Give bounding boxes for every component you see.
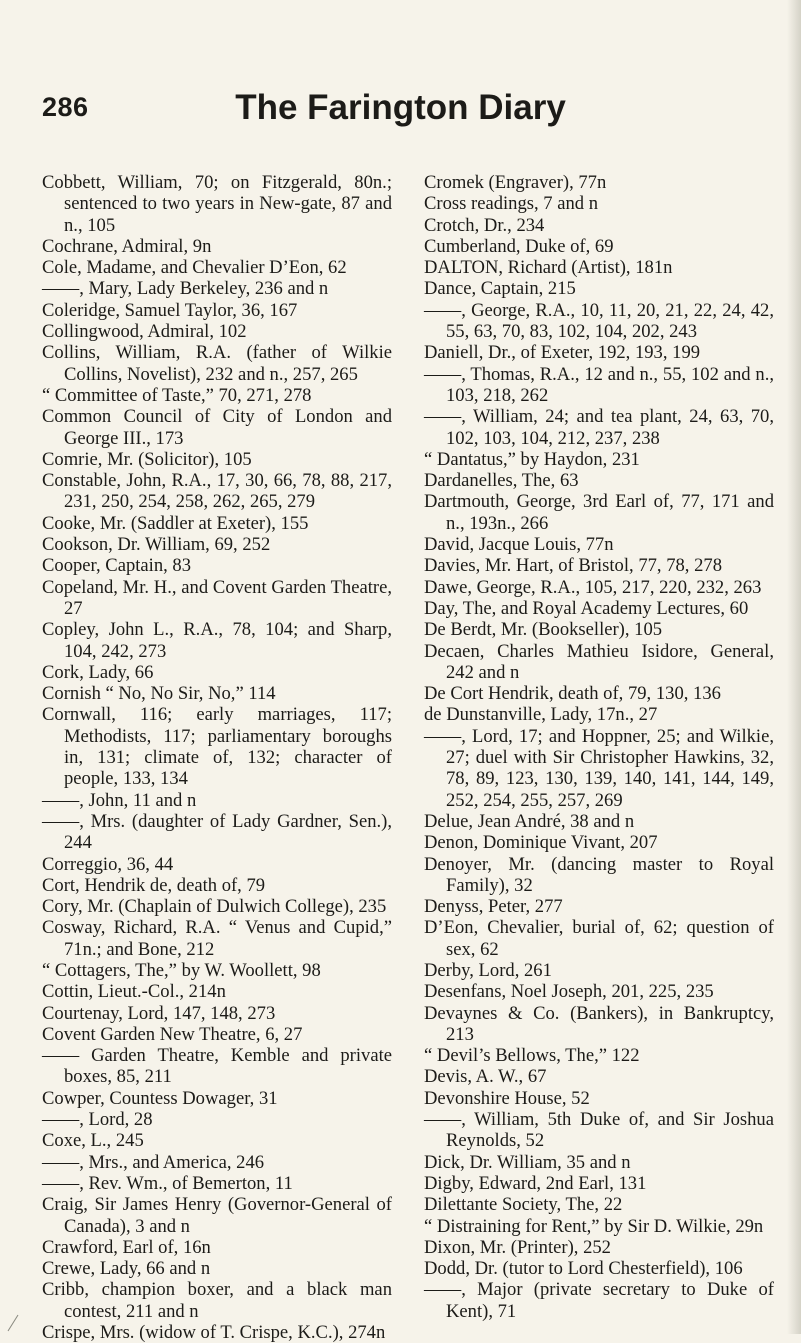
index-entry: Daniell, Dr., of Exeter, 192, 193, 199 [424,342,701,364]
index-entry: D’Eon, Chevalier, burial of, 62; question of sex, 62 [424,917,774,960]
index-entry: Cooper, Captain, 83 [42,555,192,577]
index-column-right [424,172,774,1322]
index-entry: Denon, Dominique Vivant, 207 [424,832,658,854]
index-entry: Desenfans, Noel Joseph, 201, 225, 235 [424,981,714,1003]
index-entry: ——, Mrs. (daughter of Lady Gardner, Sen.), 244 [42,810,392,854]
index-entry: De Cort Hendrik, death of, 79, 130, 136 [424,683,721,705]
index-entry: Cosway, Richard, R.A. “ Venus and Cupid,” 71n.; and Bone, 212 [42,917,392,960]
index-column-left [42,172,392,1343]
index-entry: Comrie, Mr. (Solicitor), 105 [42,448,252,470]
page-edge-shadow [787,0,801,1334]
pencil-mark [6,1312,24,1332]
index-entry: Cornish “ No, No Sir, No,” 114 [42,683,276,705]
index-entry: Devis, A. W., 67 [424,1066,547,1088]
index-entry: Devaynes & Co. (Bankers), in Bankruptcy, 213 [424,1002,774,1045]
index-entry: Dartmouth, George, 3rd Earl of, 77, 171 and n., 193n., 266 [424,491,774,534]
index-entry: Cookson, Dr. William, 69, 252 [42,534,271,556]
index-entry: Dixon, Mr. (Printer), 252 [424,1236,611,1258]
index-entry: ——, Mary, Lady Berkeley, 236 and n [42,278,329,300]
index-entry: “ Cottagers, The,” by W. Woollett, 98 [42,959,321,981]
index-entry: Coleridge, Samuel Taylor, 36, 167 [42,299,298,321]
index-entry: Coxe, L., 245 [42,1130,144,1152]
index-entry: ——, John, 11 and n [42,789,197,811]
running-title: The Farington Diary [235,88,566,127]
index-entry: Cooke, Mr. (Saddler at Exeter), 155 [42,512,309,534]
index-entry: Denyss, Peter, 277 [424,896,563,918]
index-entry: Derby, Lord, 261 [424,959,552,981]
index-entry: Common Council of City of London and George III., 173 [42,406,392,449]
index-entry: ——, Lord, 17; and Hoppner, 25; and Wilkie, 27; duel with Sir Christopher Hawkins, 32, 78, 89, 123, 130, 139, 140, 141, 144, 149, 252, 254, 255, 257, 269 [424,725,774,811]
index-entry: Cory, Mr. (Chaplain of Dulwich College), 235 [42,896,387,918]
index-entry: De Berdt, Mr. (Bookseller), 105 [424,619,663,641]
index-entry: Denoyer, Mr. (dancing master to Royal Family), 32 [424,853,774,896]
index-entry: Cromek (Engraver), 77n [424,172,607,193]
index-entry: de Dunstanville, Lady, 17n., 27 [424,704,658,726]
index-entry: Cottin, Lieut.-Col., 214n [42,981,226,1003]
index-entry: Crawford, Earl of, 16n [42,1236,211,1258]
index-entry: Correggio, 36, 44 [42,853,174,875]
index-entry: Day, The, and Royal Academy Lectures, 60 [424,597,749,619]
index-entry: Cowper, Countess Dowager, 31 [42,1087,278,1109]
index-entry: “ Distraining for Rent,” by Sir D. Wilkie, 29n [424,1215,764,1237]
index-entry: Covent Garden New Theatre, 6, 27 [42,1023,303,1045]
index-entry: Decaen, Charles Mathieu Isidore, General, 242 and n [424,640,774,683]
index-entry: Dodd, Dr. (tutor to Lord Chesterfield), 106 [424,1258,743,1280]
index-entry: ——, Thomas, R.A., 12 and n., 55, 102 and n., 103, 218, 262 [424,363,774,406]
index-entry: Cornwall, 116; early marriages, 117; Methodists, 117; parliamentary boroughs in, 131; climate of, 132; character of people, 133, 134 [42,704,392,790]
index-entry: Dick, Dr. William, 35 and n [424,1151,631,1173]
index-entry: Cort, Hendrik de, death of, 79 [42,874,266,896]
index-entry: ——, William, 5th Duke of, and Sir Joshua Reynolds, 52 [424,1109,774,1152]
index-entry: ——, Major (private secretary to Duke of Kent), 71 [424,1279,774,1322]
index-entry: ——, Mrs., and America, 246 [42,1151,265,1173]
index-entry: ——, Lord, 28 [42,1109,153,1131]
index-entry: Copeland, Mr. H., and Covent Garden Theatre, 27 [42,576,392,619]
index-entry: Delue, Jean André, 38 and n [424,810,635,832]
index-entry: ——, Rev. Wm., of Bemerton, 11 [42,1172,293,1194]
page-header [0,88,801,138]
index-entry: Digby, Edward, 2nd Earl, 131 [424,1172,647,1194]
index-entry: Cole, Madame, and Chevalier D’Eon, 62 [42,257,347,279]
index-entry: —— Garden Theatre, Kemble and private boxes, 85, 211 [42,1045,392,1088]
index-entry: Davies, Mr. Hart, of Bristol, 77, 78, 278 [424,555,722,577]
index-entry: Cork, Lady, 66 [42,661,154,683]
index-entry: “ Dantatus,” by Haydon, 231 [424,448,640,470]
index-entry: Collins, William, R.A. (father of Wilkie Collins, Novelist), 232 and n., 257, 265 [42,342,392,385]
index-entry: Cochrane, Admiral, 9n [42,235,212,257]
index-entry: “ Committee of Taste,” 70, 271, 278 [42,384,312,406]
index-entry: Devonshire House, 52 [424,1087,590,1109]
index-entry: Dawe, George, R.A., 105, 217, 220, 232, 263 [424,576,762,598]
index-entry: Crotch, Dr., 234 [424,214,545,236]
index-entry: Cribb, champion boxer, and a black man contest, 211 and n [42,1279,392,1322]
index-entry: Cumberland, Duke of, 69 [424,235,614,257]
index-entry: Dilettante Society, The, 22 [424,1194,623,1216]
index-entry: Crewe, Lady, 66 and n [42,1258,211,1280]
index-entry: DALTON, Richard (Artist), 181n [424,257,673,279]
index-entry: ——, William, 24; and tea plant, 24, 63, 70, 102, 103, 104, 212, 237, 238 [424,406,774,449]
index-entry: Copley, John L., R.A., 78, 104; and Sharp, 104, 242, 273 [42,619,392,662]
index-entry: Crispe, Mrs. (widow of T. Crispe, K.C.), 274n [42,1322,386,1343]
index-entry: “ Devil’s Bellows, The,” 122 [424,1045,640,1067]
index-entry: Constable, John, R.A., 17, 30, 66, 78, 88, 217, 231, 250, 254, 258, 262, 265, 279 [42,470,392,513]
index-entry: Dance, Captain, 215 [424,278,576,300]
index-entry: Cobbett, William, 70; on Fitzgerald, 80n.; sentenced to two years in New-gate, 87 and n., 105 [42,172,392,236]
index-entry: Craig, Sir James Henry (Governor-General of Canada), 3 and n [42,1194,392,1237]
index-entry: Cross readings, 7 and n [424,193,599,215]
index-entry: Courtenay, Lord, 147, 148, 273 [42,1002,276,1024]
page-number: 286 [42,92,89,122]
index-entry: Dardanelles, The, 63 [424,470,579,492]
index-entry: Collingwood, Admiral, 102 [42,321,247,343]
index-entry: ——, George, R.A., 10, 11, 20, 21, 22, 24, 42, 55, 63, 70, 83, 102, 104, 202, 243 [424,299,774,343]
index-entry: David, Jacque Louis, 77n [424,534,614,556]
